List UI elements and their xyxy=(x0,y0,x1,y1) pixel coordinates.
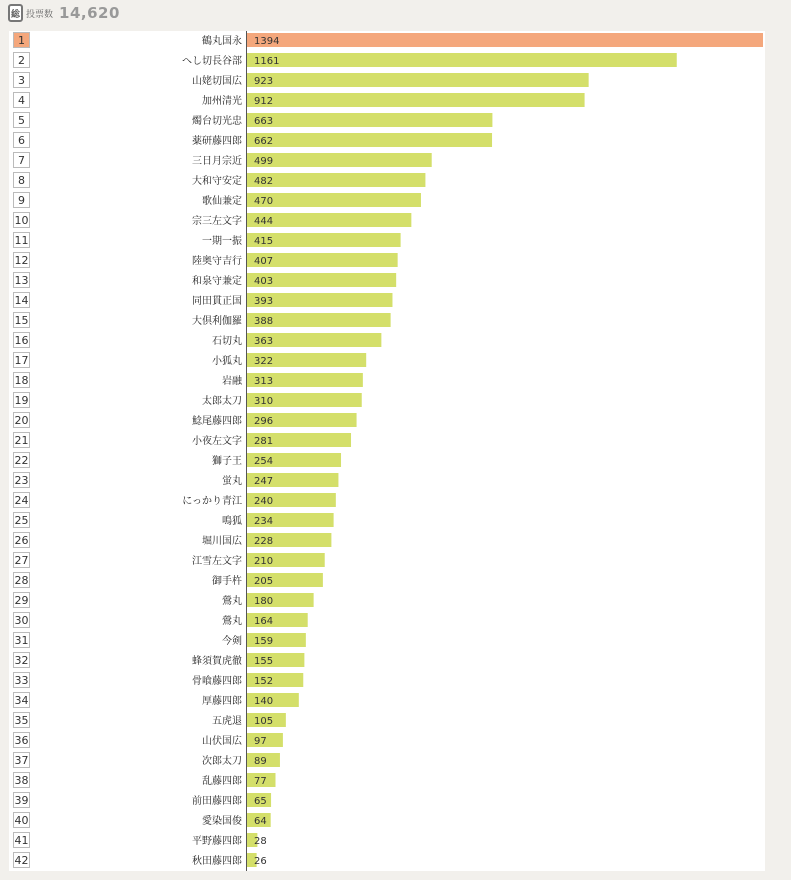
rank-number: 11 xyxy=(14,234,29,247)
value-label: 313 xyxy=(254,376,274,387)
value-label: 240 xyxy=(254,496,274,507)
category-label: 三日月宗近 xyxy=(192,156,242,167)
value-label: 155 xyxy=(254,656,274,667)
rank-number: 17 xyxy=(14,354,29,367)
value-label: 393 xyxy=(254,296,274,307)
category-label: 山姥切国広 xyxy=(192,76,242,87)
rank-number: 37 xyxy=(14,754,29,767)
value-label: 64 xyxy=(254,816,267,827)
rank-number: 29 xyxy=(14,594,29,607)
category-label: 鳴狐 xyxy=(222,516,242,527)
category-label: へし切長谷部 xyxy=(182,56,242,67)
bar xyxy=(247,173,425,187)
category-label: 和泉守兼定 xyxy=(192,276,242,287)
value-label: 912 xyxy=(254,96,274,107)
rank-number: 6 xyxy=(18,134,25,147)
rank-number: 36 xyxy=(14,734,29,747)
category-label: 小夜左文字 xyxy=(192,436,242,447)
value-label: 28 xyxy=(254,836,267,847)
rank-number: 41 xyxy=(14,834,29,847)
category-label: 五虎退 xyxy=(212,716,242,727)
category-label: 乱藤四郎 xyxy=(202,776,242,787)
value-label: 205 xyxy=(254,576,274,587)
rank-number: 5 xyxy=(18,114,25,127)
value-label: 415 xyxy=(254,236,274,247)
value-label: 140 xyxy=(254,696,274,707)
value-label: 164 xyxy=(254,616,274,627)
category-label: 岩融 xyxy=(222,376,242,387)
rank-number: 15 xyxy=(14,314,29,327)
bar xyxy=(247,73,589,87)
category-label: 蜂須賀虎徹 xyxy=(192,656,242,667)
rank-number: 27 xyxy=(14,554,29,567)
category-label: 江雪左文字 xyxy=(192,556,242,567)
category-label: 厚藤四郎 xyxy=(202,696,242,707)
category-label: 鶯丸 xyxy=(222,616,242,627)
rank-number: 23 xyxy=(14,474,29,487)
rank-number: 39 xyxy=(14,794,29,807)
rank-number: 20 xyxy=(14,414,29,427)
category-axis-line xyxy=(246,31,247,871)
category-label: 御手杵 xyxy=(212,576,242,587)
bar xyxy=(247,53,677,67)
value-label: 388 xyxy=(254,316,274,327)
rank-number: 4 xyxy=(18,94,25,107)
bar xyxy=(247,33,763,47)
total-icon: 総 xyxy=(8,4,23,22)
total-votes-label: 投票数 xyxy=(26,9,54,20)
category-label: 鶯丸 xyxy=(222,596,242,607)
rank-number: 14 xyxy=(14,294,29,307)
rank-number: 32 xyxy=(14,654,29,667)
bar xyxy=(247,153,432,167)
category-label: 鯰尾藤四郎 xyxy=(192,416,242,427)
rank-number: 38 xyxy=(14,774,29,787)
value-label: 923 xyxy=(254,76,274,87)
rank-number: 34 xyxy=(14,694,29,707)
rank-number: 22 xyxy=(14,454,29,467)
value-label: 247 xyxy=(254,476,274,487)
category-label: 小狐丸 xyxy=(212,356,242,367)
category-label: 堀川国広 xyxy=(202,536,242,547)
category-label: 骨喰藤四郎 xyxy=(192,676,242,687)
rank-number: 12 xyxy=(14,254,29,267)
value-label: 89 xyxy=(254,756,267,767)
value-label: 159 xyxy=(254,636,274,647)
rank-number: 21 xyxy=(14,434,29,447)
value-label: 1394 xyxy=(254,36,280,47)
value-label: 482 xyxy=(254,176,274,187)
rank-number: 28 xyxy=(14,574,29,587)
value-label: 662 xyxy=(254,136,274,147)
category-label: 今剣 xyxy=(222,636,242,647)
category-label: 蛍丸 xyxy=(222,476,242,487)
rank-number: 31 xyxy=(14,634,29,647)
rank-number: 1 xyxy=(18,34,25,47)
rank-number: 2 xyxy=(18,54,25,67)
rank-number: 35 xyxy=(14,714,29,727)
bar xyxy=(247,133,492,147)
total-votes-value: 14,620 xyxy=(59,4,120,22)
value-label: 180 xyxy=(254,596,274,607)
rank-number: 33 xyxy=(14,674,29,687)
category-label: 獅子王 xyxy=(212,456,242,467)
value-label: 65 xyxy=(254,796,267,807)
rank-number: 9 xyxy=(18,194,25,207)
rank-number: 3 xyxy=(18,74,25,87)
value-label: 470 xyxy=(254,196,274,207)
value-label: 310 xyxy=(254,396,274,407)
rank-number: 19 xyxy=(14,394,29,407)
value-label: 152 xyxy=(254,676,274,687)
category-label: 前田藤四郎 xyxy=(192,796,242,807)
category-label: 石切丸 xyxy=(212,336,242,347)
category-label: 山伏国広 xyxy=(202,736,242,747)
value-label: 663 xyxy=(254,116,274,127)
category-label: 燭台切光忠 xyxy=(192,116,242,127)
bar xyxy=(247,193,421,207)
rank-number: 24 xyxy=(14,494,29,507)
rank-number: 16 xyxy=(14,334,29,347)
value-label: 234 xyxy=(254,516,274,527)
value-label: 97 xyxy=(254,736,267,747)
category-label: 一期一振 xyxy=(202,236,242,247)
rank-number: 40 xyxy=(14,814,29,827)
value-label: 403 xyxy=(254,276,274,287)
value-label: 296 xyxy=(254,416,274,427)
category-label: 大倶利伽羅 xyxy=(192,316,242,327)
rank-number: 30 xyxy=(14,614,29,627)
rank-number: 8 xyxy=(18,174,25,187)
category-label: 大和守安定 xyxy=(192,176,242,187)
value-label: 322 xyxy=(254,356,274,367)
category-label: 秋田藤四郎 xyxy=(192,856,242,867)
value-label: 228 xyxy=(254,536,274,547)
value-label: 254 xyxy=(254,456,274,467)
category-label: 鶴丸国永 xyxy=(202,36,242,47)
category-label: 歌仙兼定 xyxy=(202,196,242,207)
category-label: 薬研藤四郎 xyxy=(192,136,242,147)
value-label: 105 xyxy=(254,716,274,727)
rank-number: 7 xyxy=(18,154,25,167)
rank-number: 25 xyxy=(14,514,29,527)
category-label: 同田貫正国 xyxy=(192,296,242,307)
value-label: 26 xyxy=(254,856,267,867)
value-label: 363 xyxy=(254,336,274,347)
category-label: 愛染国俊 xyxy=(202,816,242,827)
value-label: 499 xyxy=(254,156,274,167)
category-label: 宗三左文字 xyxy=(192,216,242,227)
category-label: 陸奥守吉行 xyxy=(192,256,242,267)
value-label: 407 xyxy=(254,256,274,267)
category-label: 平野藤四郎 xyxy=(192,836,242,847)
bar xyxy=(247,93,585,107)
value-label: 210 xyxy=(254,556,274,567)
rank-number: 10 xyxy=(14,214,29,227)
value-label: 77 xyxy=(254,776,267,787)
bar xyxy=(247,113,492,127)
category-label: 次郎太刀 xyxy=(202,756,242,767)
rank-number: 26 xyxy=(14,534,29,547)
rank-number: 13 xyxy=(14,274,29,287)
value-label: 281 xyxy=(254,436,274,447)
rank-number: 42 xyxy=(14,854,29,867)
rank-number: 18 xyxy=(14,374,29,387)
category-label: 太郎太刀 xyxy=(202,396,242,407)
value-label: 444 xyxy=(254,216,274,227)
category-label: 加州清光 xyxy=(202,96,242,107)
value-label: 1161 xyxy=(254,56,280,67)
category-label: にっかり青江 xyxy=(182,496,242,507)
